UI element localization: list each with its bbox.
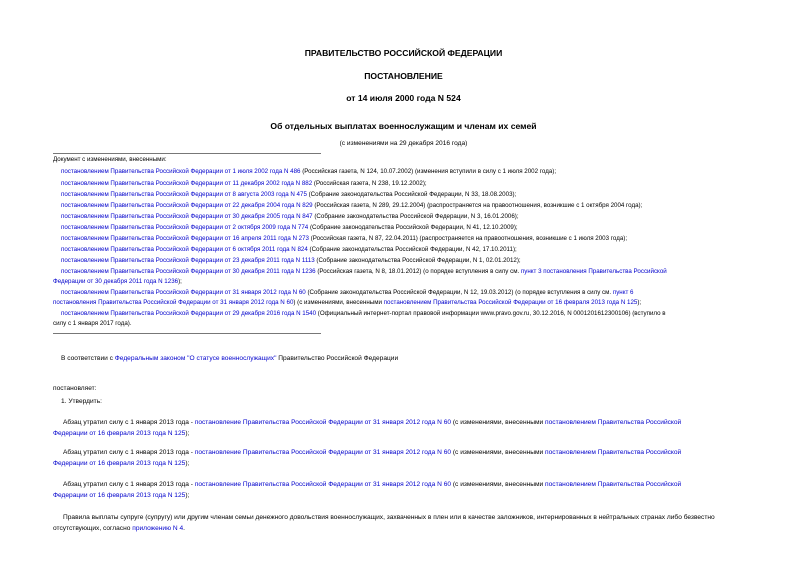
change-link[interactable]: постановлением Правительства Российской Федерации от 2 октября 2009 года N 774 [61,224,309,231]
change-link[interactable]: постановлением Правительства Российской Федерации от 31 января 2012 года N 60 [61,289,306,296]
changes-intro: Документ с изменениями, внесенными: [53,156,167,163]
change-item: постановлением Правительства Российской Федерации от 11 декабря 2002 года N 882 (Российская газета, N 238, 19.12.2002); [61,180,427,187]
change-link[interactable]: пункт 3 постановления Правительства Российской [520,268,667,275]
change-item: постановлением Правительства Российской Федерации от 23 декабря 2011 года N 1113 (Собрание законодательства Российской Федерации, N 1, 02.01.2012); [61,257,521,264]
date-number-heading: от 14 июля 2000 года N 524 [346,93,461,103]
change-item: постановлением Правительства Российской Федерации от 6 октября 2011 года N 824 (Собрание законодательства Российской Федерации, N 42, 17.10.2011); [61,246,517,253]
change-item: постановлением Правительства Российской Федерации от 8 августа 2003 года N 475 (Собрание законодательства Российской Федерации, N 33, 18.08.2003); [61,191,517,198]
change-item-continuation: Федерации от 30 декабря 2011 года N 1236); [53,278,182,285]
change-link[interactable]: постановлением Правительства Российской Федерации от 29 декабря 2016 года N 1540 [61,310,317,317]
amendment-link[interactable]: постановлением Правительства Российской [545,481,682,488]
change-link[interactable]: постановлением Правительства Российской Федерации от 6 октября 2011 года N 824 [61,246,308,253]
change-link[interactable]: постановлением Правительства Российской Федерации от 11 декабря 2002 года N 882 [61,180,313,187]
amendment-link-continuation[interactable]: Федерации от 16 февраля 2013 года N 125 [53,429,186,437]
document-title: Об отдельных выплатах военнослужащим и членам их семей [270,121,537,131]
change-link[interactable]: постановлением Правительства Российской Федерации от 30 декабря 2011 года N 1236 [61,268,316,275]
item-1: 1. Утвердить: [61,398,102,405]
change-link[interactable]: постановлением Правительства Российской Федерации от 16 февраля 2013 года N 125 [383,299,638,306]
change-link[interactable]: постановлением Правительства Российской Федерации от 16 апреля 2011 года N 273 [61,235,309,242]
amendment-link-continuation[interactable]: Федерации от 16 февраля 2013 года N 125 [53,491,186,499]
change-link[interactable]: постановления Правительства Российской Федерации от 31 января 2012 года N 60 [53,299,294,306]
federal-law-link[interactable]: Федеральным законом "О статусе военнослужащих" [114,355,277,362]
change-item: постановлением Правительства Российской Федерации от 22 декабря 2004 года N 829 (Российская газета, N 289, 29.12.2004) (распространяется на правоотношения, возникшие с 1 октября 2004 года); [61,202,643,209]
amendment-link[interactable]: постановлением Правительства Российской [545,419,682,426]
change-link[interactable]: постановлением Правительства Российской Федерации от 1 июля 2002 года N 486 [61,168,301,175]
government-heading: ПРАВИТЕЛЬСТВО РОССИЙСКОЙ ФЕДЕРАЦИИ [304,48,503,58]
change-link[interactable]: постановлением Правительства Российской Федерации от 23 декабря 2011 года N 1113 [61,257,315,264]
change-item: постановлением Правительства Российской Федерации от 30 декабря 2011 года N 1236 (Российская газета, N 8, 18.01.2012) (о порядке вступления в силу см. пункт 3 постановления Правительства Российской [61,268,667,275]
change-item: постановлением Правительства Российской Федерации от 1 июля 2002 года N 486 (Российская газета, N 124, 10.07.2002) (изменения вступили в силу с 1 июля 2002 года); [61,168,557,175]
change-item: постановлением Правительства Российской Федерации от 31 января 2012 года N 60 (Собрание законодательства Российской Федерации, N 12, 19.03.2012) (о порядке вступления в силу см. пункт 6 [61,289,634,296]
resolves-text: постановляет: [53,385,97,392]
change-item: постановлением Правительства Российской Федерации от 30 декабря 2005 года N 847 (Собрание законодательства Российской Федерации, N 3, 16.01.2006); [61,213,519,220]
amendment-link-continuation[interactable]: Федерации от 16 февраля 2013 года N 125 [53,459,186,467]
repeal-link[interactable]: постановление Правительства Российской Федерации от 31 января 2012 года N 60 [194,419,452,426]
change-item-continuation: постановления Правительства Российской Федерации от 31 января 2012 года N 60) (с изменениями, внесенными постановлением Правительства Российской Федерации от 16 февраля 2013 года N 125); [53,299,642,306]
preamble: В соответствии с Федеральным законом "О статусе военнослужащих" Правительство Российской Федерации [61,355,399,362]
change-link[interactable]: постановлением Правительства Российской Федерации от 8 августа 2003 года N 475 [61,191,307,198]
change-link[interactable]: постановлением Правительства Российской Федерации от 30 декабря 2005 года N 847 [61,213,313,220]
amendment-note: (с изменениями на 29 декабря 2016 года) [339,140,468,147]
change-link[interactable]: Федерации от 30 декабря 2011 года N 1236 [53,278,179,285]
rules-paragraph: Правила выплаты супруге (супругу) или другим членам семьи денежного довольствия военнослужащих, захваченных в плен или в качестве заложников, интернированных в нейтральных странах либо безвестно отсутствующих, согласно приложению N 4. [53,514,715,532]
repealed-paragraph: Абзац утратил силу с 1 января 2013 года - постановление Правительства Российской Федерации от 31 января 2012 года N 60 (с изменениями, внесенными постановлением Правительства Российской Федерации от 16 февраля 2013 года N 125); [53,481,682,499]
change-item-continuation: силу с 1 января 2017 года). [53,320,132,327]
change-link[interactable]: пункт 6 [612,289,634,296]
repeal-link[interactable]: постановление Правительства Российской Федерации от 31 января 2012 года N 60 [194,481,452,488]
doc-type-heading: ПОСТАНОВЛЕНИЕ [364,71,443,81]
repealed-paragraph: Абзац утратил силу с 1 января 2013 года - постановление Правительства Российской Федерации от 31 января 2012 года N 60 (с изменениями, внесенными постановлением Правительства Российской Федерации от 16 февраля 2013 года N 125); [53,419,682,437]
change-item: постановлением Правительства Российской Федерации от 29 декабря 2016 года N 1540 (Официальный интернет-портал правовой информации www.pravo.gov.ru, 30.12.2016, N 0001201612300106) (вступило в [61,310,666,317]
changes-bottom-rule [53,333,321,334]
amendment-link[interactable]: постановлением Правительства Российской [545,449,682,456]
repeal-link[interactable]: постановление Правительства Российской Федерации от 31 января 2012 года N 60 [194,449,452,456]
changes-top-rule [53,153,321,154]
change-item: постановлением Правительства Российской Федерации от 16 апреля 2011 года N 273 (Российская газета, N 87, 22.04.2011) (распространяется на правоотношения, возникшие с 1 июля 2003 года); [61,235,628,242]
repealed-paragraph: Абзац утратил силу с 1 января 2013 года - постановление Правительства Российской Федерации от 31 января 2012 года N 60 (с изменениями, внесенными постановлением Правительства Российской Федерации от 16 февраля 2013 года N 125); [53,449,682,467]
appendix-4-link[interactable]: приложению N 4 [132,524,184,532]
change-link[interactable]: постановлением Правительства Российской Федерации от 22 декабря 2004 года N 829 [61,202,313,209]
change-item: постановлением Правительства Российской Федерации от 2 октября 2009 года N 774 (Собрание законодательства Российской Федерации, N 41, 12.10.2009); [61,224,518,231]
